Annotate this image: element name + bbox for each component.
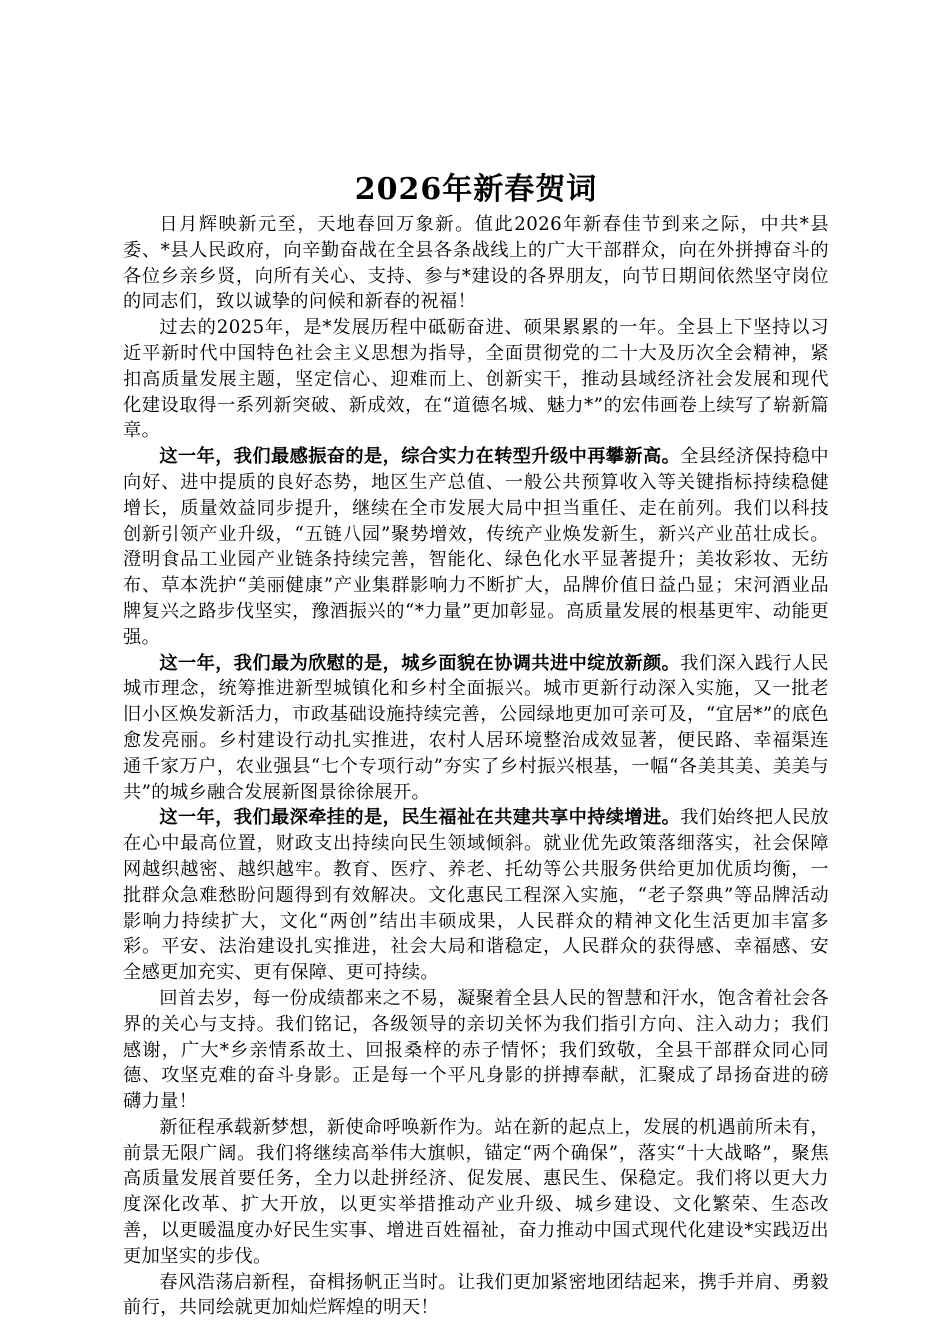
paragraph-economy xyxy=(123,444,829,650)
paragraph-livelihood xyxy=(123,805,829,986)
paragraph-greeting xyxy=(123,212,829,315)
paragraph-text: 回首去岁，每一份成绩都来之不易，凝聚着全县人民的智慧和汗水，饱含着社会各界的关心与支持。我们铭记，各级领导的亲切关怀为我们指引方向、注入动力；我们感谢，广大*乡亲情系故土、回报桑梓的赤子情怀；我们致敬，全县干部群众同心同德、攻坚克难的奋斗身影。正是每一个平凡身影的拼搏奉献，汇聚成了昂扬奋进的磅礴力量！ xyxy=(123,987,829,1113)
paragraph-text: 全县经济保持稳中向好、进中提质的良好态势，地区生产总值、一般公共预算收入等关键指标持续稳健增长，质量效益同步提升，继续在全市发展大局中担当重任、走在前列。我们以科技创新引领产业升级，“五链八园”聚势增效，传统产业焕发新生，新兴产业茁壮成长。澄明食品工业园产业链条持续完善，智能化、绿色化水平显著提升；美妆彩妆、无纺布、草本洗护“美丽健康”产业集群影响力不断扩大，品牌价值日益凸显；宋河酒业品牌复兴之路步伐坚实，豫酒振兴的“*力量”更加彰显。高质量发展的根基更牢、动能更强。 xyxy=(123,446,830,648)
paragraph-gratitude xyxy=(123,986,829,1115)
paragraph-text: 春风浩荡启新程，奋楫扬帆正当时。让我们更加紧密地团结起来，携手并肩、勇毅前行，共同绘就更加灿烂辉煌的明天！ xyxy=(123,1271,829,1319)
paragraph-review-2025 xyxy=(123,315,829,444)
paragraph-urban-rural xyxy=(123,651,829,806)
paragraph-lead: 这一年，我们最为欣慰的是，城乡面貌在协调共进中绽放新颜。 xyxy=(159,652,681,674)
paragraph-closing xyxy=(123,1270,829,1322)
paragraph-text: 我们深入践行人民城市理念，统筹推进新型城镇化和乡村全面振兴。城市更新行动深入实施，又一批老旧小区焕发新活力，市政基础设施持续完善，公园绿地更加可亲可及，“宜居*”的底色愈发亮丽。乡村建设行动扎实推进，农村人居环境整治成效显著，便民路、幸福渠连通千家万户，农业强县“七个专项行动”夯实了乡村振兴根基，一幅“各美其美、美美与共”的城乡融合发展新图景徐徐展开。 xyxy=(123,652,830,803)
paragraph-text: 我们始终把人民放在心中最高位置，财政支出持续向民生领域倾斜。就业优先政策落细落实，社会保障网越织越密、越织越牢。教育、医疗、养老、托幼等公共服务供给更加优质均衡，一批群众急难愁盼问题得到有效解决。文化惠民工程深入实施，“老子祭典”等品牌活动影响力持续扩大，文化“两创”结出丰硕成果，人民群众的精神文化生活更加丰富多彩。平安、法治建设扎实推进，社会大局和谐稳定，人民群众的获得感、幸福感、安全感更加充实、更有保障、更可持续。 xyxy=(123,807,830,984)
paragraph-text: 新征程承载新梦想，新使命呼唤新作为。站在新的起点上，发展的机遇前所未有，前景无限广阔。我们将继续高举伟大旗帜，锚定“两个确保”，落实“十大战略”，聚焦高质量发展首要任务，全力以赴拼经济、促发展、惠民生、保稳定。我们将以更大力度深化改革、扩大开放，以更实举措推动产业升级、城乡建设、文化繁荣、生态改善，以更暖温度办好民生实事、增进百姓福祉，奋力推动中国式现代化建设*实践迈出更加坚实的步伐。 xyxy=(123,1116,829,1267)
document-title: 2026年新春贺词 xyxy=(354,172,598,207)
paragraph-text: 过去的2025年，是*发展历程中砥砺奋进、硕果累累的一年。全县上下坚持以习近平新时代中国特色社会主义思想为指导，全面贯彻党的二十大及历次全会精神，紧扣高质量发展主题，坚定信心、迎难而上、创新实干，推动县域经济社会发展和现代化建设取得一系列新突破、新成效，在“道德名城、魅力*”的宏伟画卷上续写了崭新篇章。 xyxy=(123,317,829,442)
document-page xyxy=(123,168,829,1321)
paragraph-text: 日月辉映新元至，天地春回万象新。值此2026年新春佳节到来之际，中共*县委、*县人民政府，向辛勤奋战在全县各条战线上的广大干部群众，向在外拼搏奋斗的各位乡亲乡贤，向所有关心、支持、参与*建设的各界朋友，向节日期间依然坚守岗位的同志们，致以诚挚的问候和新春的祝福！ xyxy=(123,214,829,313)
paragraph-lead: 这一年，我们最感振奋的是，综合实力在转型升级中再攀新高。 xyxy=(159,446,681,468)
paragraph-lead: 这一年，我们最深牵挂的是，民生福祉在共建共享中持续增进。 xyxy=(159,807,681,829)
paragraph-outlook xyxy=(123,1115,829,1270)
